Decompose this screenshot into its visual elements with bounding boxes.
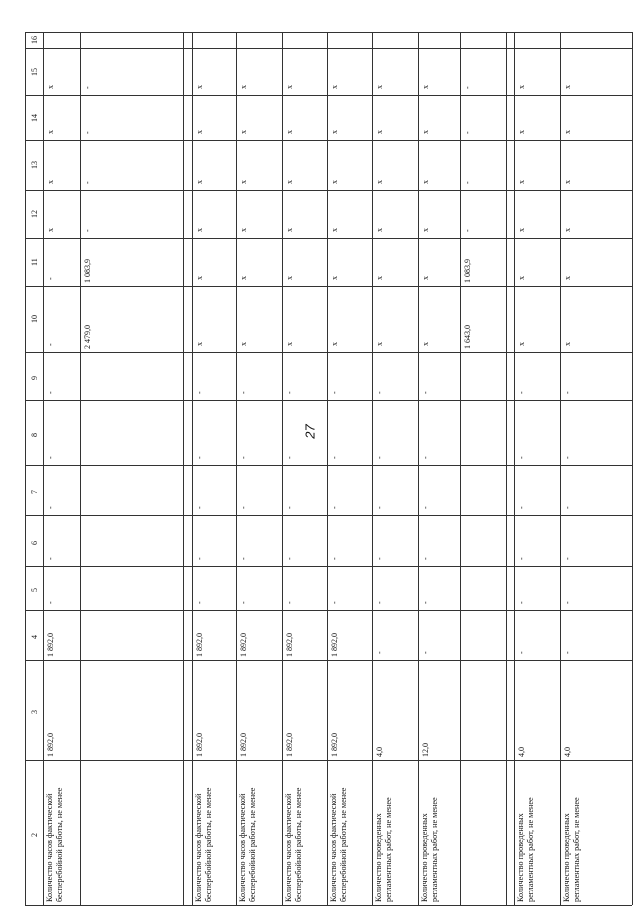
column-divider: [25, 95, 632, 96]
value-cell: -: [195, 557, 204, 560]
indicator-cell: Количество проведенных регламентных работ, не менее: [420, 797, 439, 902]
row-divider: [418, 32, 419, 905]
column-divider: [25, 32, 632, 33]
column-divider: [25, 190, 632, 191]
column-divider: [25, 286, 632, 287]
column-divider: [25, 465, 632, 466]
row-divider: [560, 32, 561, 905]
value-cell: 4,0: [517, 747, 526, 757]
value-cell: -: [463, 229, 472, 232]
value-cell: 1 083,9: [83, 259, 92, 283]
value-cell: x: [517, 180, 526, 184]
value-cell: -: [330, 601, 339, 604]
value-cell: x: [563, 342, 572, 346]
column-number: 14: [30, 113, 39, 122]
value-cell: x: [330, 85, 339, 89]
value-cell: x: [285, 228, 294, 232]
value-cell: x: [285, 342, 294, 346]
value-cell: -: [285, 506, 294, 509]
column-divider: [25, 352, 632, 353]
value-cell: -: [375, 651, 384, 654]
value-cell: 1 643,0: [463, 325, 472, 349]
value-cell: x: [239, 130, 248, 134]
value-cell: -: [195, 601, 204, 604]
value-cell: -: [517, 391, 526, 394]
column-number: 12: [30, 210, 39, 218]
column-number: 5: [30, 588, 39, 592]
value-cell: x: [285, 85, 294, 89]
value-cell: x: [421, 342, 430, 346]
row-divider: [43, 32, 44, 905]
value-cell: x: [563, 276, 572, 280]
column-divider: [25, 140, 632, 141]
column-divider: [25, 610, 632, 611]
value-cell: x: [285, 276, 294, 280]
value-cell: -: [375, 506, 384, 509]
column-number: 10: [30, 315, 39, 323]
value-cell: -: [517, 651, 526, 654]
value-cell: x: [375, 85, 384, 89]
value-cell: 1 892,0: [239, 633, 248, 657]
value-cell: -: [563, 557, 572, 560]
value-cell: 1 892,0: [330, 733, 339, 757]
value-cell: x: [517, 130, 526, 134]
value-cell: -: [239, 391, 248, 394]
value-cell: 1 892,0: [46, 633, 55, 657]
value-cell: -: [239, 456, 248, 459]
value-cell: -: [517, 456, 526, 459]
value-cell: -: [330, 456, 339, 459]
value-cell: -: [563, 456, 572, 459]
value-cell: -: [330, 391, 339, 394]
value-cell: -: [330, 557, 339, 560]
indicator-cell: Количество проведенных регламентных работ, не менее: [562, 797, 581, 902]
value-cell: x: [517, 228, 526, 232]
value-cell: -: [285, 601, 294, 604]
value-cell: -: [83, 86, 92, 89]
value-cell: x: [421, 85, 430, 89]
value-cell: 1 892,0: [285, 733, 294, 757]
value-cell: x: [517, 276, 526, 280]
column-divider: [25, 566, 632, 567]
value-cell: -: [46, 391, 55, 394]
value-cell: -: [46, 557, 55, 560]
value-cell: -: [195, 456, 204, 459]
value-cell: x: [517, 342, 526, 346]
value-cell: x: [239, 276, 248, 280]
column-number: 8: [30, 432, 39, 437]
value-cell: x: [375, 180, 384, 184]
column-divider: [25, 400, 632, 401]
value-cell: x: [195, 276, 204, 280]
indicator-cell: Количество часов фактической бесперебойной работы, не менее: [45, 787, 64, 902]
value-cell: -: [421, 391, 430, 394]
value-cell: -: [239, 506, 248, 509]
row-divider: [506, 32, 507, 905]
value-cell: 2 479,0: [83, 325, 92, 349]
value-cell: -: [330, 506, 339, 509]
column-number: 16: [30, 36, 39, 44]
column-number: 15: [30, 67, 39, 76]
value-cell: x: [563, 85, 572, 89]
value-cell: -: [375, 391, 384, 394]
value-cell: -: [563, 506, 572, 509]
column-number: 3: [30, 710, 39, 714]
value-cell: -: [195, 506, 204, 509]
value-cell: x: [375, 276, 384, 280]
value-cell: -: [285, 557, 294, 560]
column-number: 2: [30, 832, 39, 837]
value-cell: x: [563, 228, 572, 232]
value-cell: -: [285, 456, 294, 459]
value-cell: -: [46, 277, 55, 280]
value-cell: 4,0: [563, 747, 572, 757]
row-divider: [25, 32, 26, 905]
value-cell: -: [375, 456, 384, 459]
value-cell: x: [375, 228, 384, 232]
value-cell: 1 892,0: [330, 633, 339, 657]
row-divider: [514, 32, 515, 905]
value-cell: -: [421, 506, 430, 509]
indicator-cell: Количество проведенных регламентных работ, не менее: [516, 797, 535, 902]
value-cell: x: [421, 130, 430, 134]
value-cell: x: [46, 228, 55, 232]
column-divider: [25, 515, 632, 516]
column-divider: [25, 660, 632, 661]
value-cell: -: [239, 601, 248, 604]
value-cell: x: [239, 342, 248, 346]
value-cell: x: [421, 228, 430, 232]
value-cell: 12,0: [421, 743, 430, 757]
value-cell: -: [463, 86, 472, 89]
column-number: 11: [30, 258, 39, 266]
value-cell: -: [463, 181, 472, 184]
value-cell: 1 892,0: [239, 733, 248, 757]
value-cell: 1 083,9: [463, 259, 472, 283]
indicator-cell: Количество проведенных регламентных работ, не менее: [374, 797, 393, 902]
value-cell: -: [563, 651, 572, 654]
value-cell: -: [421, 456, 430, 459]
page-number: 27: [302, 424, 318, 439]
value-cell: -: [421, 651, 430, 654]
value-cell: 1 892,0: [195, 633, 204, 657]
value-cell: x: [239, 85, 248, 89]
value-cell: x: [195, 342, 204, 346]
value-cell: -: [285, 391, 294, 394]
value-cell: x: [195, 180, 204, 184]
value-cell: x: [46, 130, 55, 134]
value-cell: x: [195, 130, 204, 134]
value-cell: x: [421, 276, 430, 280]
indicator-cell: Количество часов фактической бесперебойной работы, не менее: [194, 787, 213, 902]
value-cell: x: [239, 180, 248, 184]
value-cell: -: [46, 456, 55, 459]
value-cell: x: [239, 228, 248, 232]
value-cell: -: [195, 391, 204, 394]
row-divider: [236, 32, 237, 905]
row-divider: [192, 32, 193, 905]
value-cell: -: [517, 601, 526, 604]
row-divider: [460, 32, 461, 905]
row-divider: [632, 32, 633, 905]
value-cell: -: [463, 131, 472, 134]
indicator-cell: Количество часов фактической бесперебойной работы, не менее: [284, 787, 303, 902]
row-divider: [327, 32, 328, 905]
value-cell: x: [195, 85, 204, 89]
value-cell: -: [46, 506, 55, 509]
value-cell: x: [285, 180, 294, 184]
value-cell: x: [375, 130, 384, 134]
value-cell: x: [330, 228, 339, 232]
value-cell: -: [517, 557, 526, 560]
value-cell: -: [83, 229, 92, 232]
value-cell: 1 892,0: [195, 733, 204, 757]
column-number: 6: [30, 540, 39, 545]
value-cell: 4,0: [375, 747, 384, 757]
value-cell: x: [330, 180, 339, 184]
value-cell: -: [46, 601, 55, 604]
value-cell: x: [285, 130, 294, 134]
value-cell: x: [563, 180, 572, 184]
row-divider: [282, 32, 283, 905]
column-number: 4: [30, 635, 39, 639]
value-cell: -: [375, 601, 384, 604]
value-cell: x: [330, 130, 339, 134]
indicator-cell: Количество часов фактической бесперебойной работы, не менее: [238, 787, 257, 902]
value-cell: -: [421, 601, 430, 604]
value-cell: -: [563, 601, 572, 604]
value-cell: -: [421, 557, 430, 560]
value-cell: -: [375, 557, 384, 560]
value-cell: -: [46, 343, 55, 346]
value-cell: x: [195, 228, 204, 232]
column-number: 13: [30, 161, 39, 169]
value-cell: -: [563, 391, 572, 394]
column-number: 9: [30, 376, 39, 380]
row-divider: [372, 32, 373, 905]
value-cell: x: [563, 130, 572, 134]
value-cell: x: [330, 342, 339, 346]
indicator-cell: Количество часов фактической бесперебойной работы, не менее: [329, 787, 348, 902]
value-cell: x: [517, 85, 526, 89]
column-divider: [25, 238, 632, 239]
value-cell: -: [239, 557, 248, 560]
row-divider: [183, 32, 184, 905]
value-cell: 1 892,0: [46, 733, 55, 757]
value-cell: x: [46, 180, 55, 184]
value-cell: -: [83, 131, 92, 134]
column-number: 7: [30, 490, 39, 494]
value-cell: x: [330, 276, 339, 280]
value-cell: -: [83, 181, 92, 184]
row-divider: [80, 32, 81, 905]
value-cell: x: [375, 342, 384, 346]
column-divider: [25, 48, 632, 49]
value-cell: 1 892,0: [285, 633, 294, 657]
value-cell: x: [46, 85, 55, 89]
value-cell: x: [421, 180, 430, 184]
value-cell: -: [517, 506, 526, 509]
column-divider: [25, 760, 632, 761]
